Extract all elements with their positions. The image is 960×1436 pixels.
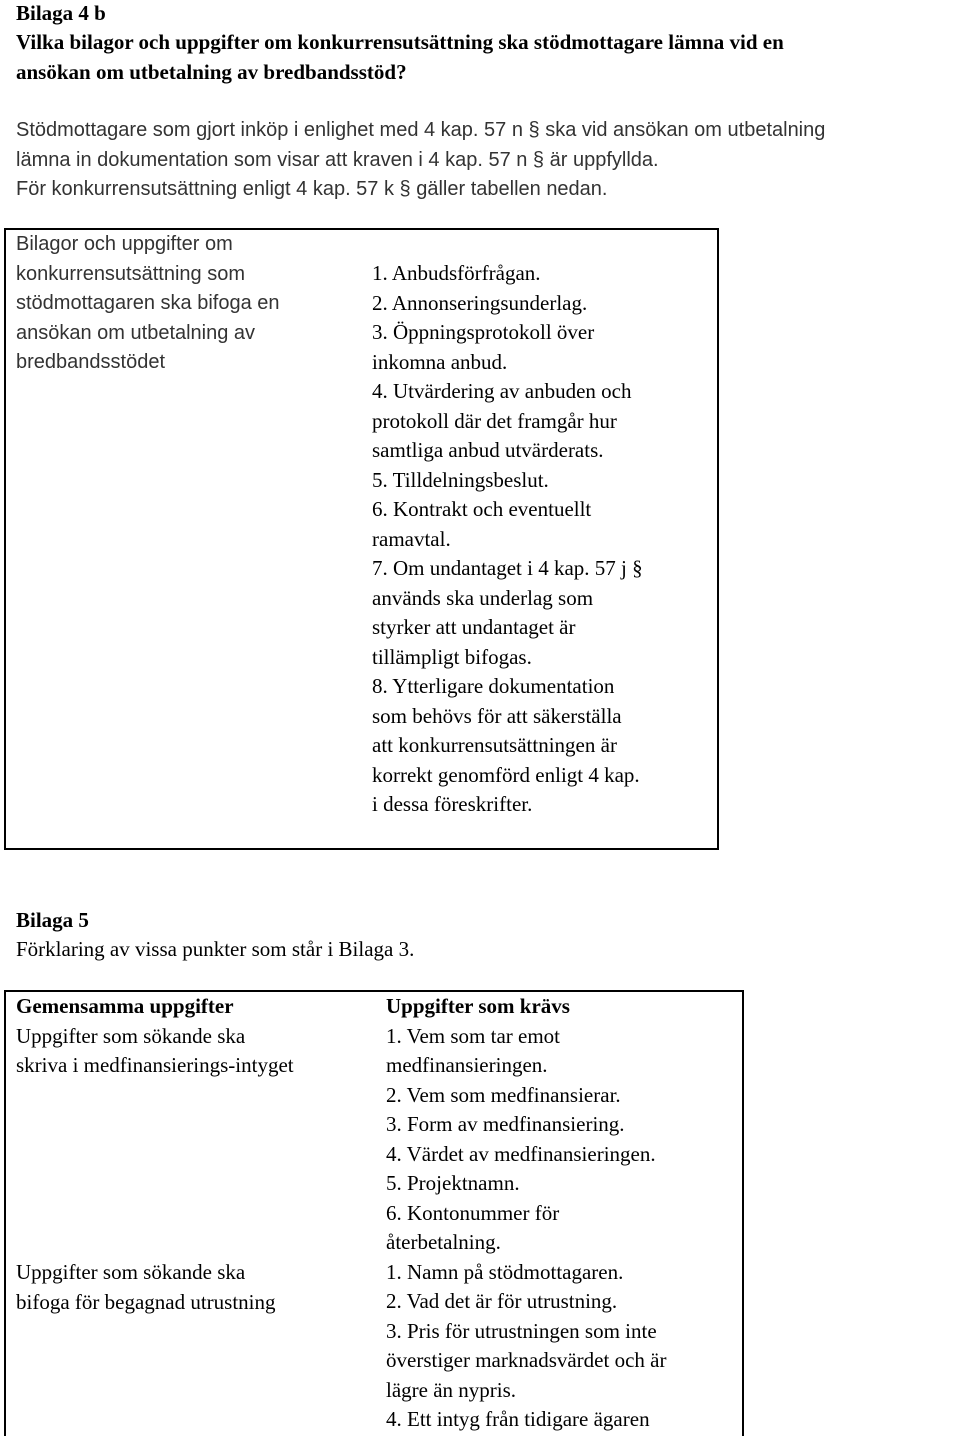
attachment-item: 7. Om undantaget i 4 kap. 57 j § — [372, 556, 643, 580]
konkurrens-table-left-cell — [16, 230, 280, 378]
attachment-item: 2. Annonseringsunderlag. — [372, 290, 588, 315]
attachment-item: samtliga anbud utvärderats. — [372, 438, 604, 462]
attachment-item: i dessa föreskrifter. — [372, 792, 533, 816]
intro-line: För konkurrensutsättning enligt 4 kap. 57 k § gäller tabellen nedan. — [16, 178, 608, 200]
heading-text: Bilaga 4 b — [16, 1, 106, 25]
attachment-item: 1. Anbudsförfrågan. — [372, 261, 541, 285]
attachment-item: 3. Öppningsprotokoll över — [372, 320, 595, 344]
attachment-item: tillämpligt bifogas. — [372, 644, 532, 669]
bilaga-5-heading — [16, 906, 89, 936]
right-column-header: Uppgifter som krävs — [386, 994, 570, 1018]
left-cell-line: ansökan om utbetalning av — [16, 321, 256, 344]
left-cell-line: bredbandsstödet — [16, 351, 166, 373]
title-line: Vilka bilagor och uppgifter om konkurrensutsättning ska stödmottagare lämna vid en — [16, 30, 784, 54]
begagnad-utrustning-left — [16, 1258, 276, 1317]
left-column-header: Gemensamma uppgifter — [16, 994, 234, 1018]
requirement-item: 4. Värdet av medfinansieringen. — [386, 1141, 656, 1166]
requirement-item: överstiger marknadsvärdet och är — [386, 1348, 667, 1372]
title-line: ansökan om utbetalning av bredbandsstöd? — [16, 59, 407, 84]
heading-text: Bilaga 5 — [16, 908, 89, 932]
left-cell-line: stödmottagaren ska bifoga en — [16, 292, 280, 314]
requirement-item: återbetalning. — [386, 1230, 501, 1254]
attachment-item: protokoll där det framgår hur — [372, 408, 617, 433]
bilaga-4b-heading — [16, 0, 106, 29]
attachment-item: 5. Tilldelningsbeslut. — [372, 467, 549, 492]
medfinansiering-left-column — [16, 992, 294, 1081]
attachment-item: används ska underlag som — [372, 585, 594, 610]
left-column-line: skriva i medfinansierings-intyget — [16, 1053, 294, 1077]
attachment-item: att konkurrensutsättningen är — [372, 733, 617, 757]
requirement-item: lägre än nypris. — [386, 1377, 517, 1402]
intro-line: Stödmottagare som gjort inköp i enlighet med 4 kap. 57 n § ska vid ansökan om utbetalning — [16, 119, 826, 141]
left-column-line: Uppgifter som sökande ska — [16, 1260, 246, 1284]
attachment-item: ramavtal. — [372, 526, 451, 551]
left-cell-line: konkurrensutsättning som — [16, 262, 246, 285]
attachment-item: 8. Ytterligare dokumentation — [372, 674, 615, 698]
konkurrens-table-right-cell — [372, 259, 643, 820]
requirement-item: 5. Projektnamn. — [386, 1171, 520, 1195]
attachment-item: 4. Utvärdering av anbuden och — [372, 379, 632, 403]
bilaga-4b-title — [16, 28, 784, 87]
requirement-item: 3. Form av medfinansiering. — [386, 1112, 625, 1136]
bilaga-5-subtitle — [16, 935, 414, 965]
left-column-line: Uppgifter som sökande ska — [16, 1023, 246, 1048]
attachment-item: styrker att undantaget är — [372, 615, 576, 639]
medfinansiering-right-column — [386, 992, 666, 1435]
attachment-item: 6. Kontrakt och eventuellt — [372, 497, 592, 521]
requirement-item: 1. Namn på stödmottagaren. — [386, 1259, 624, 1284]
requirement-item: 2. Vem som medfinansierar. — [386, 1082, 621, 1107]
attachment-item: inkomna anbud. — [372, 349, 508, 374]
attachment-item: korrekt genomförd enligt 4 kap. — [372, 762, 640, 787]
left-column-line: bifoga för begagnad utrustning — [16, 1289, 276, 1314]
requirement-item: 6. Kontonummer för — [386, 1200, 560, 1225]
requirement-item: medfinansieringen. — [386, 1053, 548, 1077]
requirement-item: 4. Ett intyg från tidigare ägaren — [386, 1407, 650, 1431]
requirement-item: 2. Vad det är för utrustning. — [386, 1289, 618, 1313]
subtitle-text: Förklaring av vissa punkter som står i Bilaga 3. — [16, 937, 415, 961]
attachment-item: som behövs för att säkerställa — [372, 703, 622, 728]
requirement-item: 1. Vem som tar emot — [386, 1023, 561, 1048]
bilaga-4b-intro — [16, 116, 825, 205]
left-cell-line: Bilagor och uppgifter om — [16, 233, 233, 255]
intro-line: lämna in dokumentation som visar att kraven i 4 kap. 57 n § är uppfyllda. — [16, 148, 659, 171]
requirement-item: 3. Pris för utrustningen som inte — [386, 1318, 657, 1343]
